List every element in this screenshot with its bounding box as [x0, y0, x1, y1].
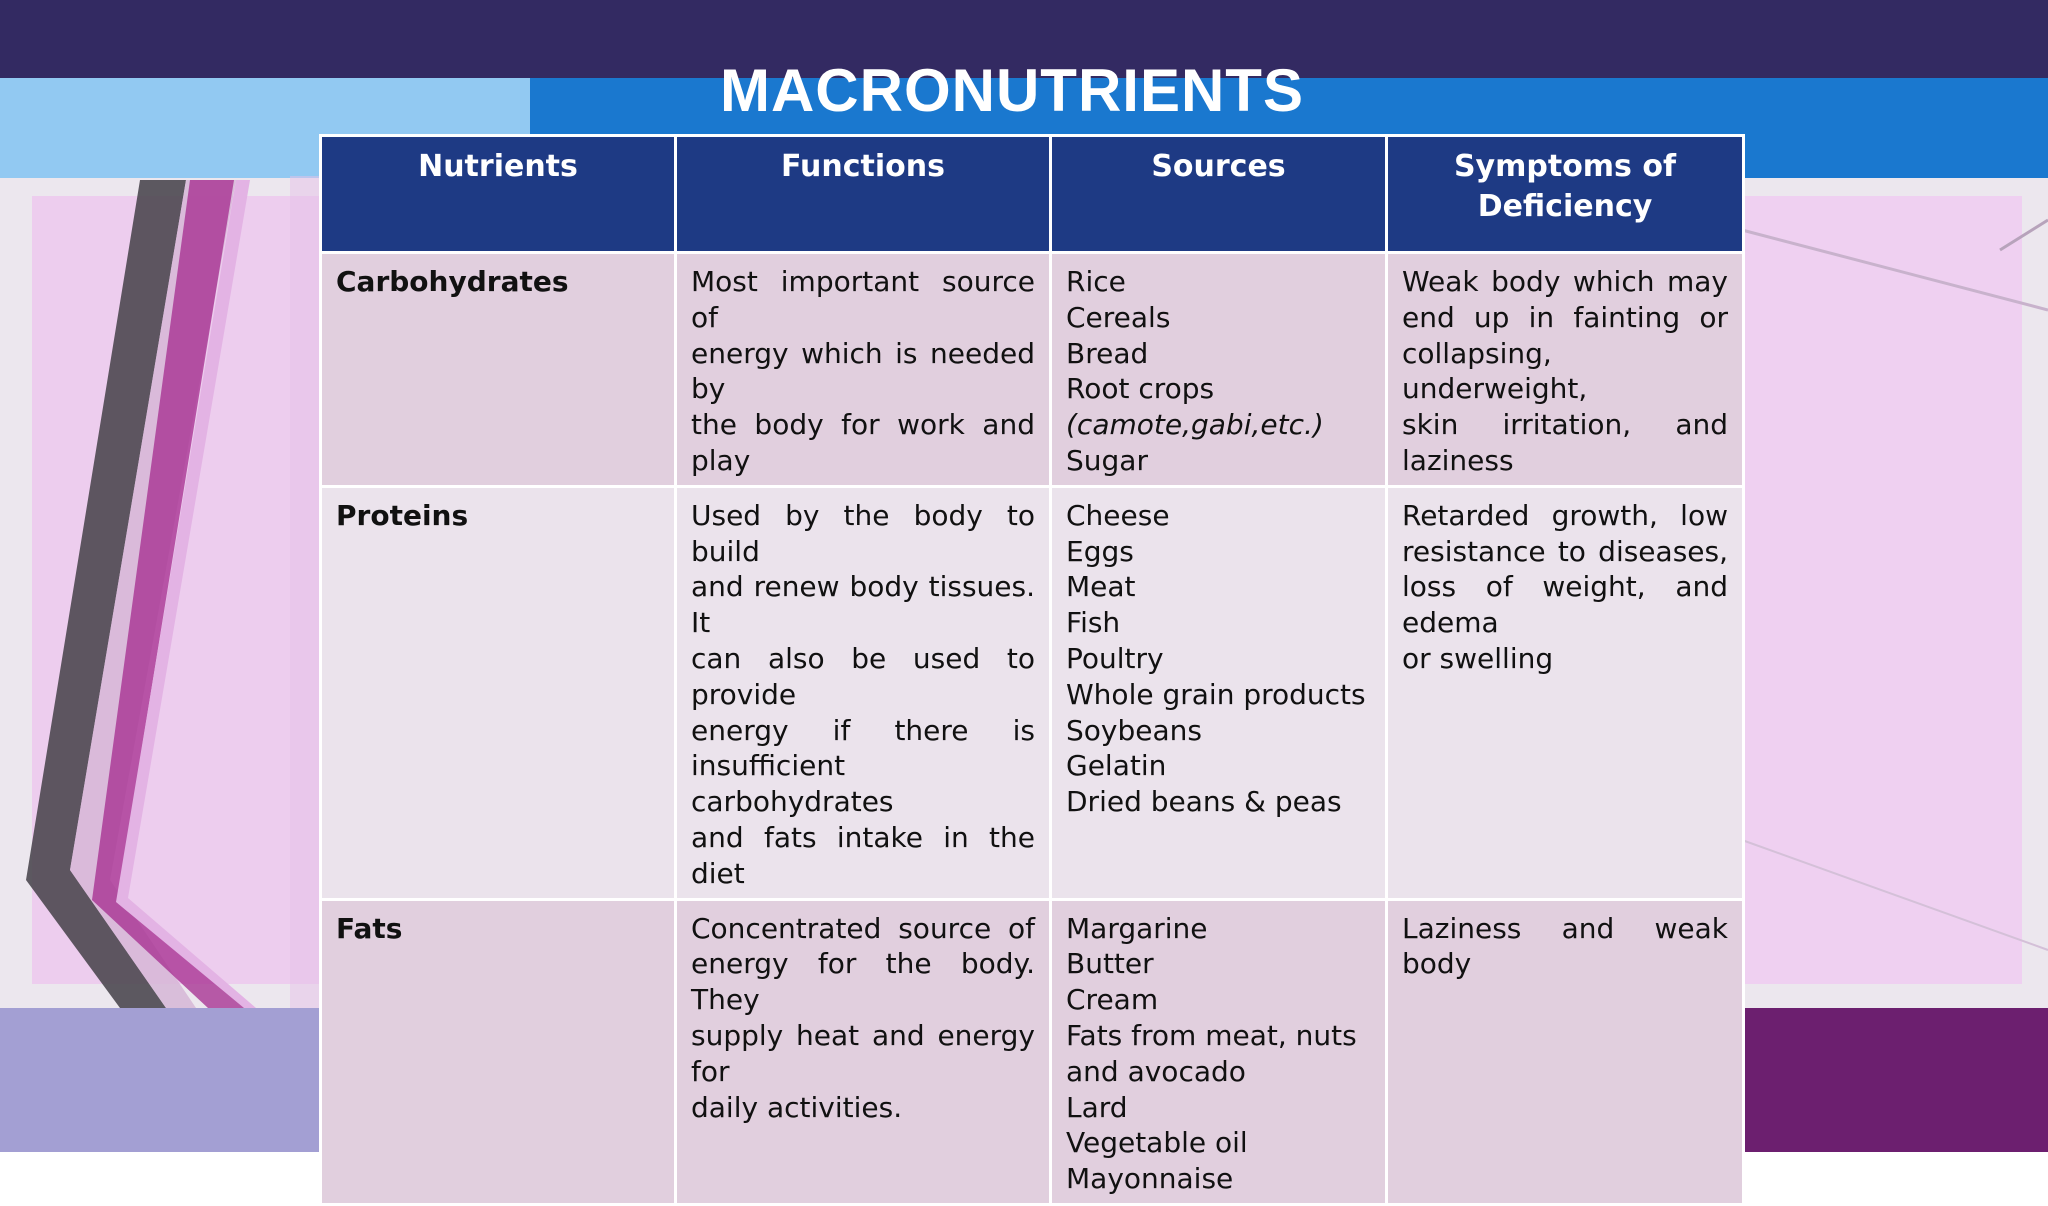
function-cell — [676, 253, 1051, 487]
sources-cell — [1051, 253, 1387, 487]
symptom-line: or swelling — [1402, 641, 1554, 675]
thin-line-deco-2 — [2000, 220, 2048, 250]
source-item: Butter — [1066, 947, 1154, 981]
function-line: Most important source of — [691, 265, 1035, 334]
symptom-line: laziness — [1402, 443, 1514, 477]
source-item: Mayonnaise — [1066, 1162, 1234, 1196]
symptom-line: skin irritation, and — [1402, 408, 1728, 442]
slide-title: MACRONUTRIENTS — [720, 57, 1304, 124]
source-item: Sugar — [1066, 443, 1148, 477]
source-item: Meat — [1066, 570, 1136, 604]
source-item: Fats from meat, nuts — [1066, 1018, 1357, 1052]
source-item: Fish — [1066, 606, 1121, 640]
symptom-line: end up in fainting or — [1402, 300, 1728, 334]
function-line: supply heat and energy for — [691, 1018, 1035, 1088]
source-item: and avocado — [1066, 1054, 1246, 1088]
function-line: energy if there is — [691, 713, 1035, 747]
source-item: Soybeans — [1066, 713, 1202, 747]
source-item: Cereals — [1066, 300, 1171, 334]
source-item: Root crops — [1066, 372, 1215, 406]
symptoms-cell — [1387, 899, 1744, 1204]
function-cell — [676, 486, 1051, 899]
header-sources: Sources — [1051, 136, 1387, 253]
table-header-row — [321, 136, 1744, 253]
source-item: Margarine — [1066, 911, 1208, 945]
header-functions: Functions — [676, 136, 1051, 253]
source-item: Vegetable oil — [1066, 1126, 1248, 1160]
source-item: Rice — [1066, 265, 1126, 298]
nutrient-cell: Proteins — [321, 486, 676, 899]
function-line: energy for the body. They — [691, 947, 1035, 1017]
function-line: Concentrated source of — [691, 911, 1035, 945]
table-row — [321, 486, 1744, 899]
source-item: Dried beans & peas — [1066, 785, 1342, 819]
function-line: and renew body tissues. It — [691, 570, 1035, 640]
symptom-line: Laziness and weak body — [1402, 911, 1728, 981]
table-body — [321, 253, 1744, 1205]
symptom-line: collapsing, underweight, — [1402, 336, 1588, 406]
source-item: Cheese — [1066, 498, 1170, 532]
sources-cell — [1051, 486, 1387, 899]
thin-line-deco — [1742, 230, 2048, 310]
source-item: Bread — [1066, 336, 1149, 370]
function-cell — [676, 899, 1051, 1204]
function-line: the body for work and play — [691, 408, 1035, 477]
header-symptoms: Symptoms of Deficiency — [1387, 136, 1744, 253]
symptom-line: Weak body which may — [1402, 265, 1728, 298]
thin-line-deco-3 — [1742, 840, 2048, 950]
panel-edge-shape — [290, 176, 320, 1008]
source-item: (camote,gabi,etc.) — [1066, 408, 1324, 442]
function-line: can also be used to provide — [691, 641, 1035, 711]
table-row — [321, 899, 1744, 1204]
source-item: Cream — [1066, 983, 1159, 1017]
table-row — [321, 253, 1744, 487]
header-nutrients: Nutrients — [321, 136, 676, 253]
nutrient-cell: Carbohydrates — [321, 253, 676, 487]
source-item: Poultry — [1066, 641, 1164, 675]
function-line: and fats intake in the diet — [691, 820, 1035, 890]
symptom-line: resistance to diseases, — [1402, 534, 1728, 568]
source-item: Eggs — [1066, 534, 1134, 568]
function-line: energy which is needed by — [691, 336, 1035, 406]
function-line: daily activities. — [691, 1090, 903, 1124]
source-item: Gelatin — [1066, 749, 1167, 783]
source-item: Lard — [1066, 1090, 1128, 1124]
nutrient-cell: Fats — [321, 899, 676, 1204]
function-line: Used by the body to build — [691, 498, 1035, 568]
symptom-line: Retarded growth, low — [1402, 498, 1728, 532]
sources-cell — [1051, 899, 1387, 1204]
symptoms-cell — [1387, 253, 1744, 487]
symptom-line: loss of weight, and edema — [1402, 570, 1728, 640]
function-line: insufficient carbohydrates — [691, 749, 894, 819]
macronutrients-table — [319, 134, 1745, 1206]
symptoms-cell — [1387, 486, 1744, 899]
source-item: Whole grain products — [1066, 677, 1366, 711]
